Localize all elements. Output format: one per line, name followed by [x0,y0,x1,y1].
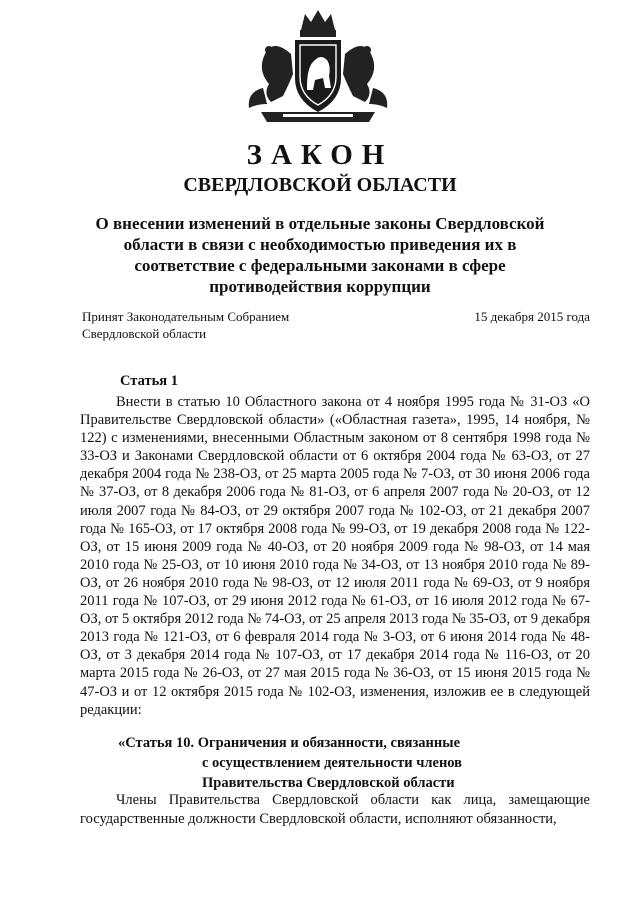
adoption-date: 15 декабря 2015 года [474,309,590,324]
article-10-heading-line-2: с осуществлением деятельности членов [202,755,463,771]
document-region: СВЕРДЛОВСКОЙ ОБЛАСТИ [183,174,457,196]
article-10-heading [80,733,590,793]
sverdlovsk-coat-of-arms-icon [243,8,393,126]
article-10-text: Члены Правительства Свердловской области как лица, замещающие государственные должности Свердловской области, исполняют обязанности, [80,792,590,827]
article-10-heading-line-1: «Статья 10. Ограничения и обязанности, связанные [118,735,461,751]
document-title: ЗАКОН [246,139,394,171]
law-subject: О внесении изменений в отдельные законы Свердловской области в связи с необходимостью приведения их в соответствие с федеральными законами в сфере противодействия коррупции [95,214,545,296]
article-1-heading: Статья 1 [120,373,178,389]
article-10-heading-line-3: Правительства Свердловской области [202,775,455,791]
adopted-by: Принят Законодательным Собранием Свердловской области [82,309,290,341]
article-1-text: Внести в статью 10 Областного закона от 4 ноября 1995 года № 31-ОЗ «О Правительстве Свердловской области» («Областная газета», 1995, 14 ноября, № 122) с изменениями, внесенными Областным законом от 8 сентября 1998 года № 33-ОЗ и Законами Свердловской области от 6 октября 2004 года № 63-ОЗ, от 27 декабря 2004 года № 238-ОЗ, от 25 марта 2005 года № 7-ОЗ, от 30 июня 2006 года № 37-ОЗ, от 8 декабря 2006 года № 81-ОЗ, от 6 апреля 2007 года № 20-ОЗ, от 12 июля 2007 года № 84-ОЗ, от 29 октября 2007 года № 102-ОЗ, от 21 декабря 2007 года № 165-ОЗ, от 17 октября 2008 года № 99-ОЗ, от 19 декабря 2008 года № 122-ОЗ, от 15 июня 2009 года № 40-ОЗ, от 20 ноября 2009 года № 98-ОЗ, от 14 мая 2010 года № 25-ОЗ, от 10 июня 2010 года № 34-ОЗ, от 13 ноября 2010 года № 89-ОЗ, от 26 ноября 2010 года № 98-ОЗ, от 12 июля 2011 года № 69-ОЗ, от 9 ноября 2011 года № 107-ОЗ, от 29 июня 2012 года № 61-ОЗ, от 16 июля 2012 года № 67-ОЗ, от 5 октября 2012 года № 74-ОЗ, от 25 апреля 2013 года № 35-ОЗ, от 9 декабря 2013 года № 121-ОЗ, от 6 февраля 2014 года № 3-ОЗ, от 6 июня 2014 года № 48-ОЗ, от 3 декабря 2014 года № 107-ОЗ, от 17 декабря 2014 года № 116-ОЗ, от 20 марта 2015 года № 26-ОЗ, от 27 мая 2015 года № 36-ОЗ, от 15 июня 2015 года № 47-ОЗ и от 12 октября 2015 года № 102-ОЗ, изменения, изложив ее в следующей редакции: [80,394,590,718]
